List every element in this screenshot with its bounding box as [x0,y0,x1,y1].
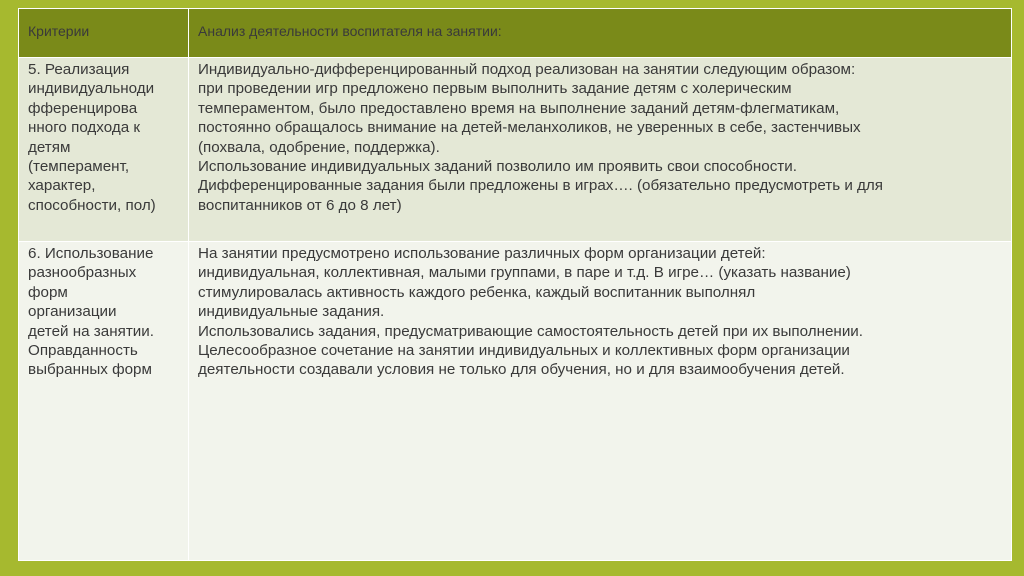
table-row [19,58,1012,242]
analysis-line: постоянно обращалось внимание на детей-меланхоликов, не уверенных в себе, застенчивых [198,119,861,137]
criteria-line: фференцирова [28,99,138,117]
analysis-line: На занятии предусмотрено использование различных форм организации детей: [198,245,766,262]
criteria-line: организации [28,303,117,321]
criteria-line: индивидуальноди [28,80,155,98]
header-criteria [19,9,189,58]
analysis-text [189,242,1011,380]
analysis-line: деятельности создавали условия не только для обучения, но и для взаимообучения детей. [198,361,845,379]
criteria-cell [19,242,189,561]
criteria-text [19,242,188,380]
analysis-line: Использование индивидуальных заданий позволило им проявить свои способности. [198,158,797,176]
criteria-line: выбранных форм [28,361,152,379]
criteria-line: форм [28,283,68,301]
analysis-line: стимулировалась активность каждого ребенка, каждый воспитанник выполнял [198,283,756,301]
analysis-text [189,58,1011,215]
analysis-line: при проведении игр предложено первым выполнить задание детям с холерическим [198,80,792,98]
header-analysis-label: Анализ деятельности воспитателя на занятии: [198,23,502,39]
criteria-table [18,8,1012,561]
analysis-line: индивидуальные задания. [198,303,385,321]
criteria-line: детей на занятии. [28,322,154,340]
analysis-line: индивидуальная, коллективная, малыми группами, в паре и т.д. В игре… (указать название) [198,264,851,282]
table-header-row [19,9,1012,58]
analysis-cell [189,58,1012,242]
criteria-line: 5. Реализация [28,61,130,78]
criteria-line: разнообразных [28,264,137,282]
criteria-line: способности, пол) [28,196,156,214]
header-analysis [189,9,1012,58]
criteria-line: детям [28,138,71,156]
criteria-line: (темперамент, [28,158,130,176]
analysis-line: Индивидуально-дифференцированный подход реализован на занятии следующим образом: [198,61,856,78]
criteria-line: Оправданность [28,342,138,360]
analysis-line: Использовались задания, предусматривающие самостоятельность детей при их выполнении. [198,322,864,340]
criteria-line: характер, [28,177,96,195]
analysis-cell [189,242,1012,561]
header-criteria-label: Критерии [28,23,90,39]
table-row [19,242,1012,561]
analysis-line: Дифференцированные задания были предложены в играх…. (обязательно предусмотреть и для [198,177,884,195]
criteria-line: 6. Использование [28,245,154,262]
criteria-line: нного подхода к [28,119,140,137]
analysis-line: Целесообразное сочетание на занятии индивидуальных и коллективных форм организации [198,342,850,360]
analysis-line: (похвала, одобрение, поддержка). [198,138,440,156]
criteria-text [19,58,188,215]
analysis-line: темпераментом, было предоставлено время на выполнение заданий детям-флегматикам, [198,99,840,117]
criteria-cell [19,58,189,242]
analysis-line: воспитанников от 6 до 8 лет) [198,196,402,214]
